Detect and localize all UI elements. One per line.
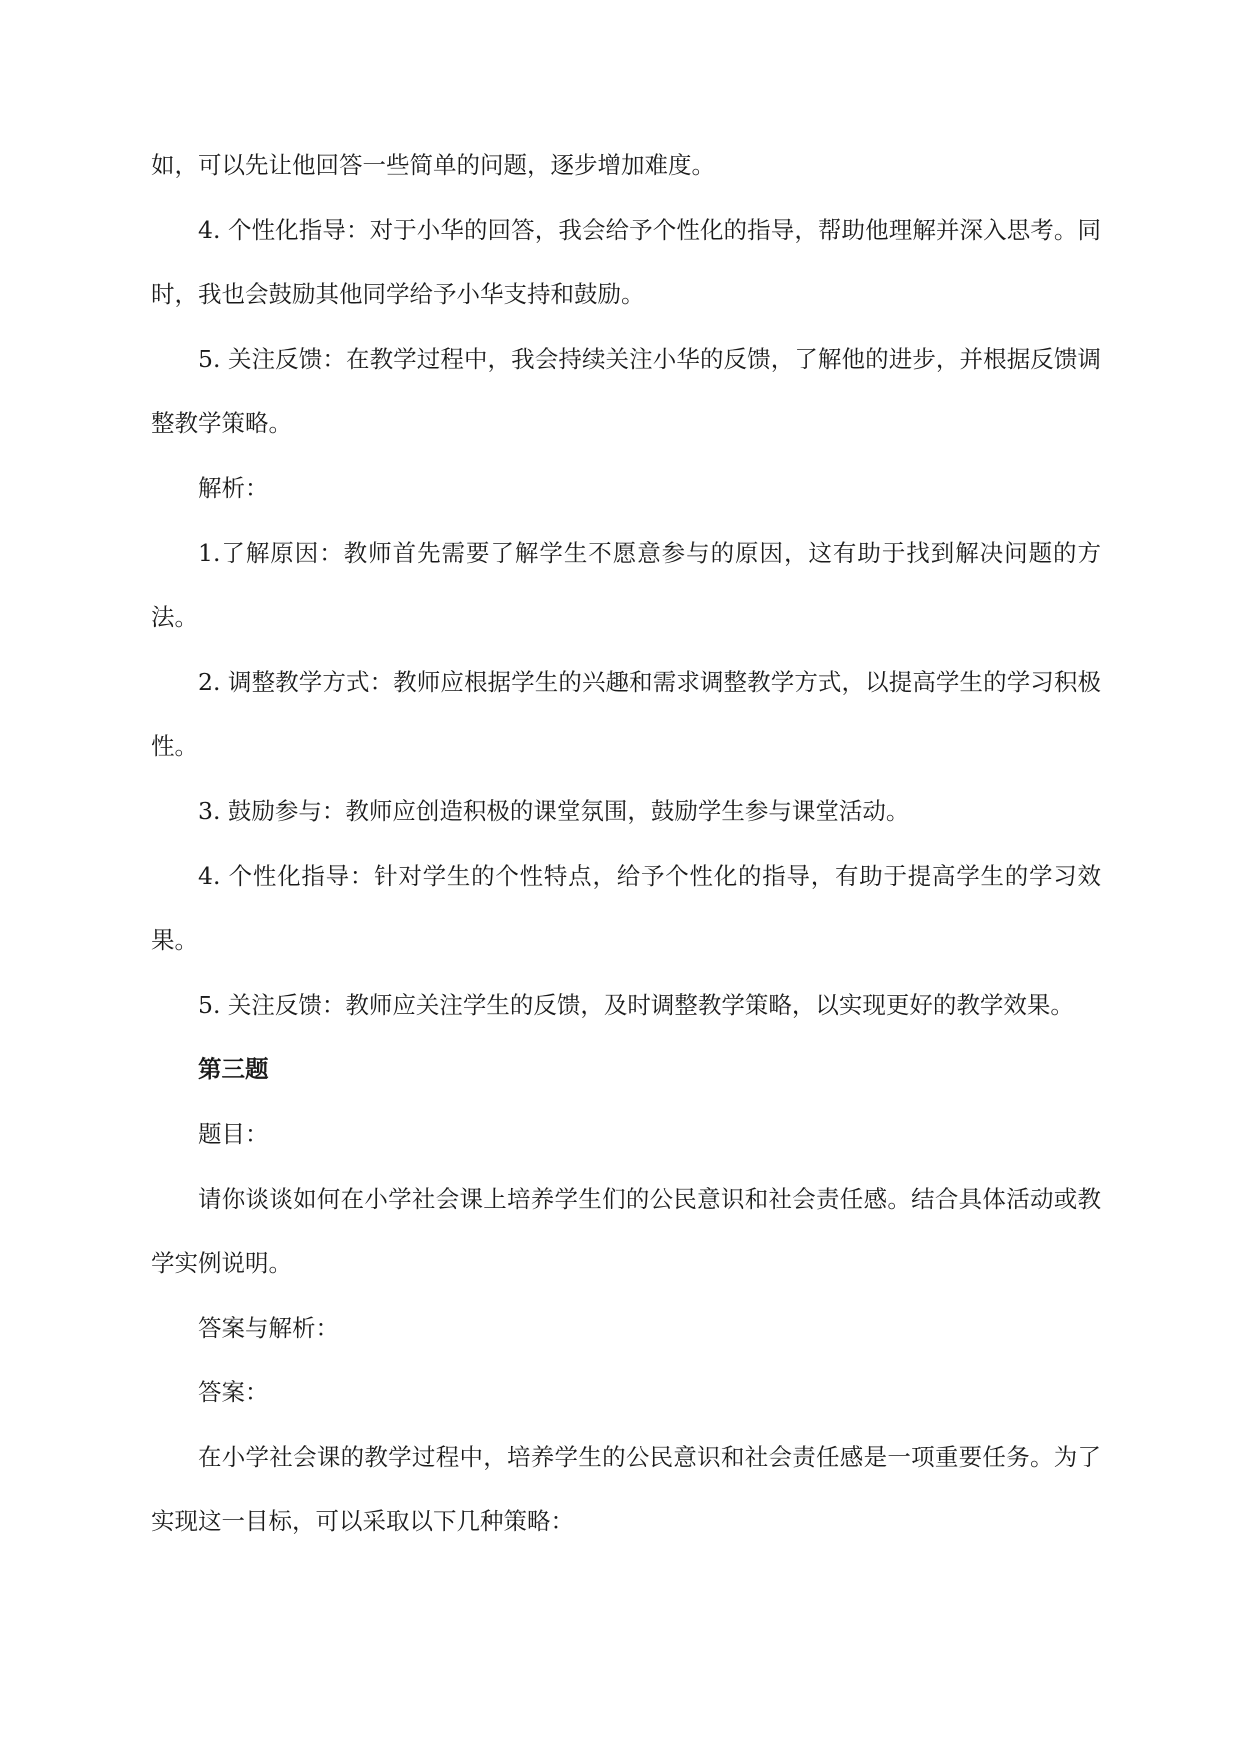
paragraph-analysis-5: 5. 关注反馈：教师应关注学生的反馈，及时调整教学策略，以实现更好的教学效果。 xyxy=(198,990,1074,1019)
paragraph-question-label: 题目： xyxy=(198,1119,269,1148)
paragraph-continuation: 如，可以先让他回答一些简单的问题，逐步增加难度。 xyxy=(151,151,715,179)
document-body xyxy=(151,133,1101,1554)
paragraph-analysis-4: 4. 个性化指导：针对学生的个性特点，给予个性化的指导，有助于提高学生的学习效果。 xyxy=(151,861,1101,955)
paragraph-item-4-personalized-guidance: 4. 个性化指导：对于小华的回答，我会给予个性化的指导，帮助他理解并深入思考。同时，我也会鼓励其他同学给予小华支持和鼓励。 xyxy=(151,215,1101,309)
section-heading-question-3: 第三题 xyxy=(198,1055,269,1084)
paragraph-analysis-3: 3. 鼓励参与：教师应创造积极的课堂氛围，鼓励学生参与课堂活动。 xyxy=(198,796,910,825)
paragraph-analysis-label: 解析： xyxy=(198,473,269,502)
paragraph-item-5-feedback: 5. 关注反馈：在教学过程中，我会持续关注小华的反馈，了解他的进步，并根据反馈调整教学策略。 xyxy=(151,344,1101,438)
paragraph-analysis-2: 2. 调整教学方式：教师应根据学生的兴趣和需求调整教学方式，以提高学生的学习积极性。 xyxy=(151,667,1101,761)
paragraph-answer-label: 答案： xyxy=(198,1378,269,1407)
paragraph-answer-text: 在小学社会课的教学过程中，培养学生的公民意识和社会责任感是一项重要任务。为了实现这一目标，可以采取以下几种策略： xyxy=(151,1442,1101,1536)
paragraph-question-text: 请你谈谈如何在小学社会课上培养学生们的公民意识和社会责任感。结合具体活动或教学实例说明。 xyxy=(151,1184,1101,1278)
paragraph-answer-analysis-label: 答案与解析： xyxy=(198,1313,339,1342)
paragraph-analysis-1: 1.了解原因：教师首先需要了解学生不愿意参与的原因，这有助于找到解决问题的方法。 xyxy=(151,538,1101,632)
